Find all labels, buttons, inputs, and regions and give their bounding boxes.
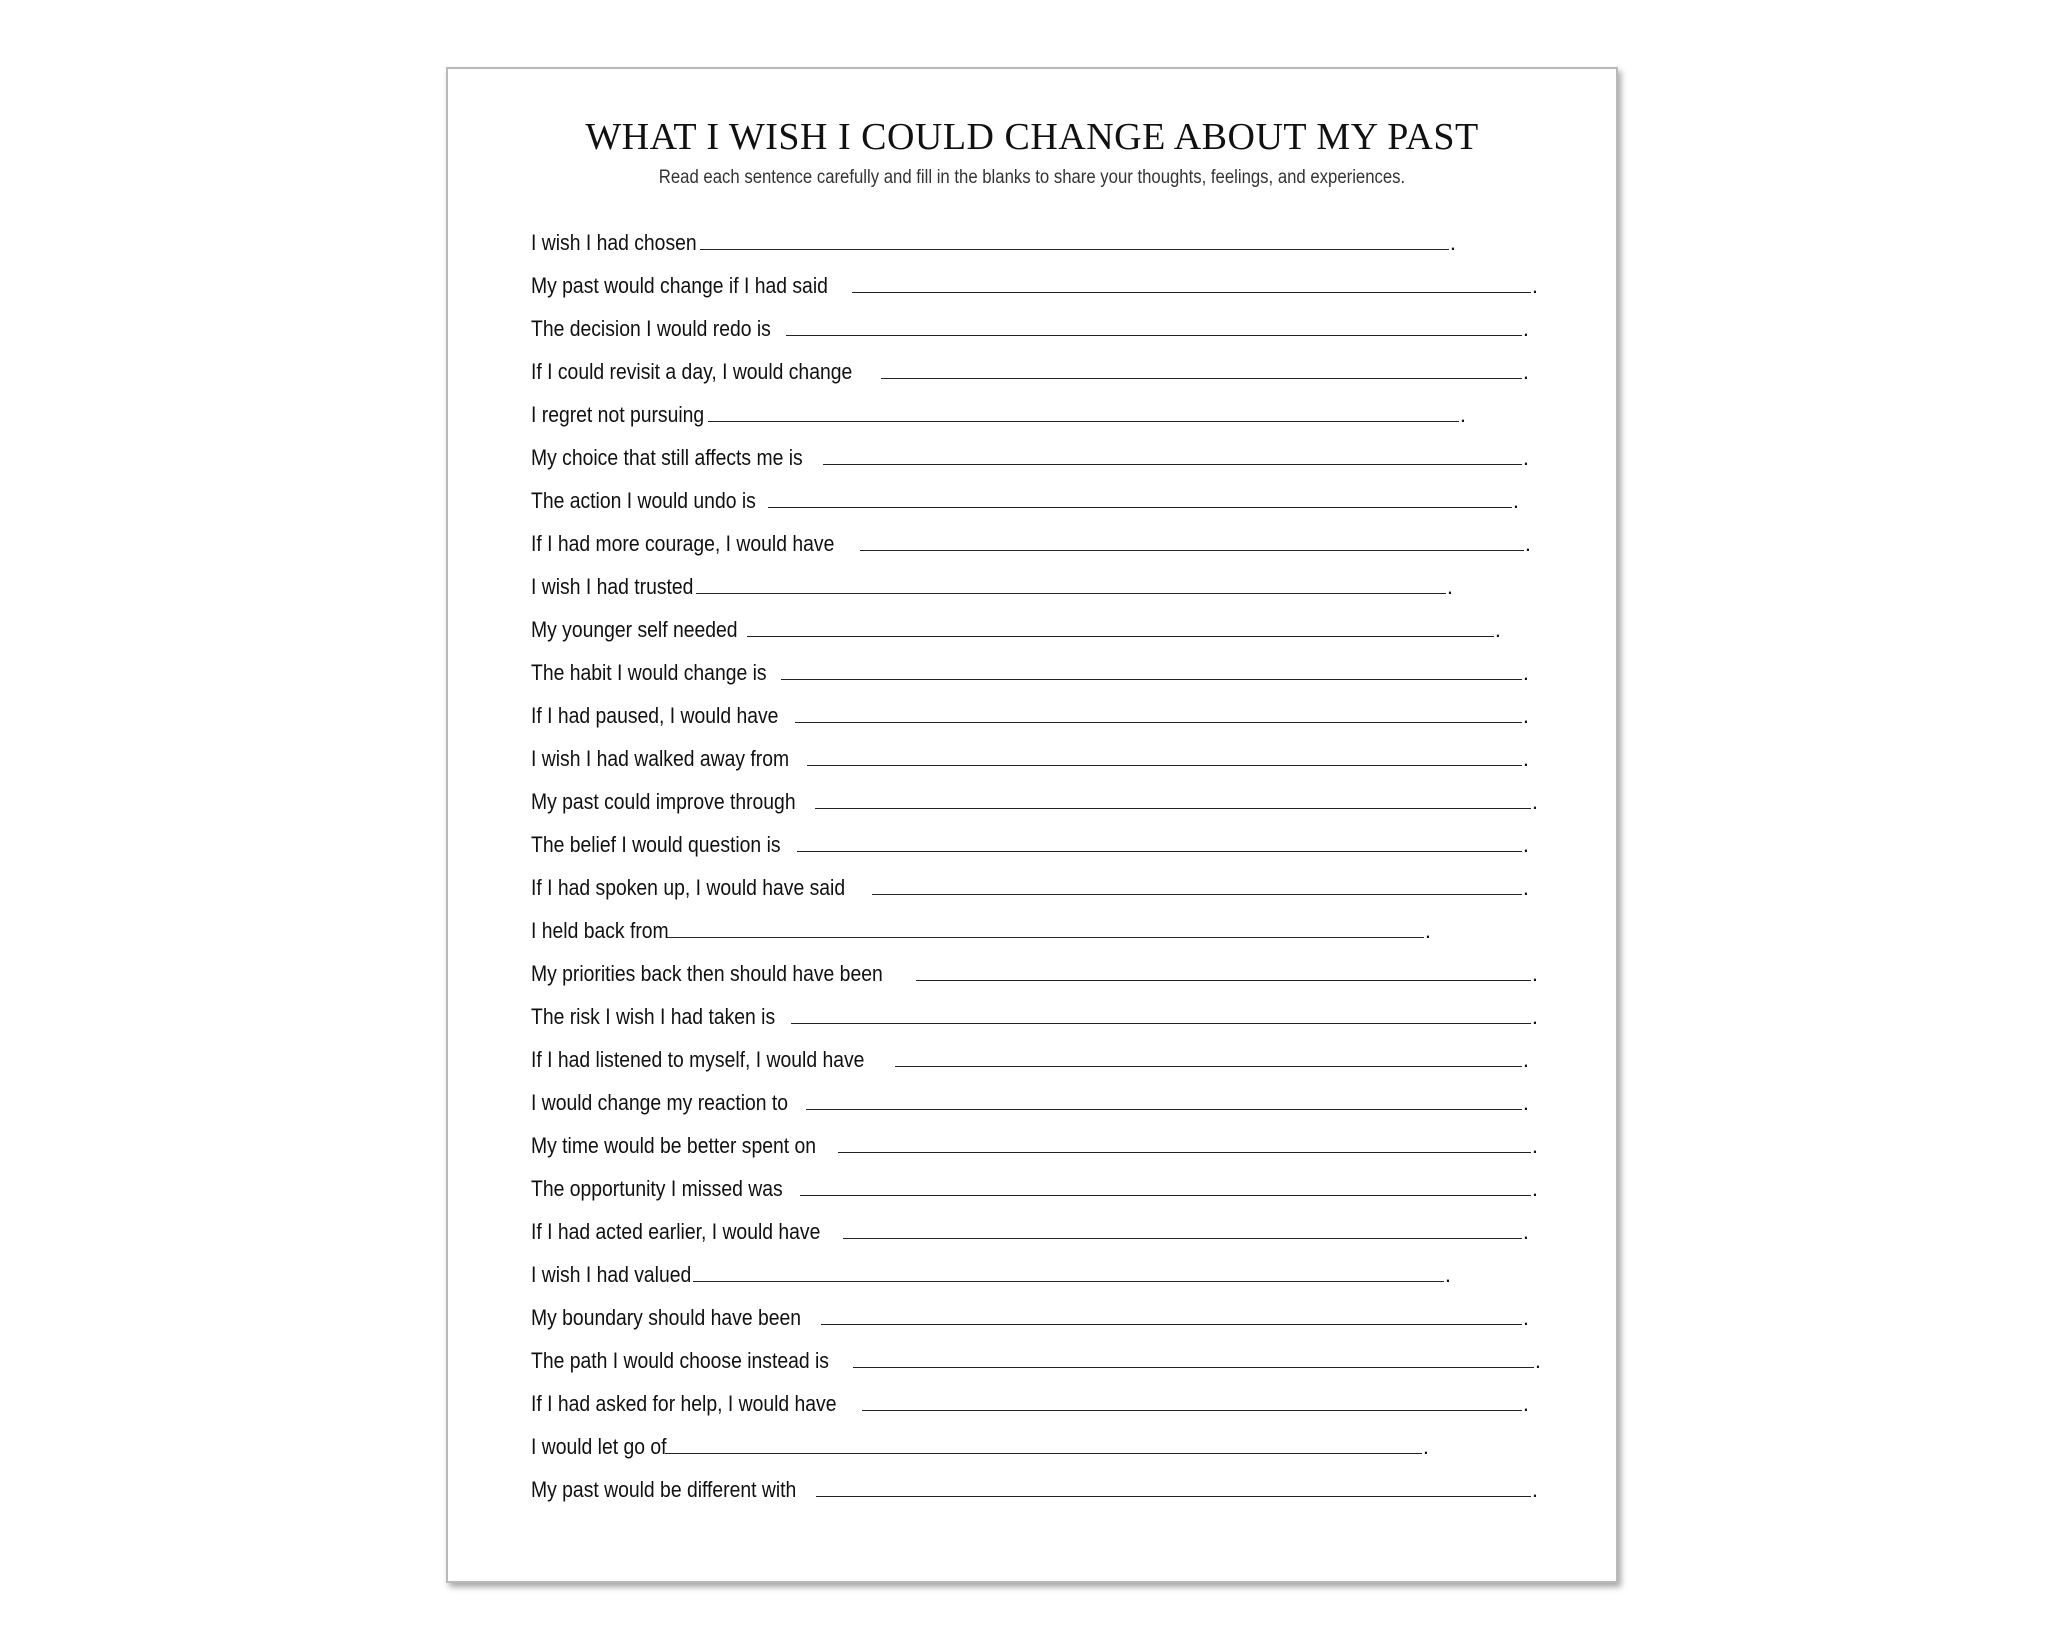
- answer-blank-line[interactable]: [881, 377, 1522, 379]
- answer-blank-line[interactable]: [667, 936, 1424, 938]
- prompt-text: The path I would choose instead is: [531, 1348, 829, 1373]
- prompt-text: The action I would undo is: [531, 488, 756, 513]
- worksheet-instructions: Read each sentence carefully and fill in the blanks to share your thoughts, feelings, and experiences.: [658, 167, 1406, 188]
- prompt-text: My past would change if I had said: [531, 273, 828, 298]
- prompt-row: [531, 1460, 1541, 1503]
- line-end-period: .: [1522, 703, 1529, 728]
- prompt-row: [531, 600, 1541, 643]
- prompt-text: My choice that still affects me is: [531, 445, 803, 470]
- line-end-period: .: [1522, 445, 1529, 470]
- prompt-row: [531, 557, 1541, 600]
- worksheet-page: [446, 67, 1618, 1583]
- prompt-row: [531, 643, 1541, 686]
- prompt-text: My boundary should have been: [531, 1305, 802, 1330]
- prompt-row: [531, 1030, 1541, 1073]
- prompt-row: [531, 1374, 1541, 1417]
- prompt-text: My priorities back then should have been: [531, 961, 883, 986]
- line-end-period: .: [1522, 316, 1529, 341]
- line-end-period: .: [1449, 230, 1456, 255]
- prompt-row: [531, 213, 1541, 256]
- prompt-row: [531, 256, 1541, 299]
- prompt-row: [531, 1073, 1541, 1116]
- answer-blank-line[interactable]: [872, 893, 1522, 895]
- prompt-row: [531, 428, 1541, 471]
- answer-blank-line[interactable]: [795, 721, 1522, 723]
- line-end-period: .: [1422, 1434, 1429, 1459]
- prompt-text: I wish I had trusted: [531, 574, 694, 599]
- prompt-text: If I had acted earlier, I would have: [531, 1219, 821, 1244]
- prompt-text: I would let go of: [531, 1434, 667, 1459]
- answer-blank-line[interactable]: [916, 979, 1531, 981]
- prompt-text: I regret not pursuing: [531, 402, 705, 427]
- prompt-text: If I could revisit a day, I would change: [531, 359, 853, 384]
- answer-blank-line[interactable]: [708, 420, 1459, 422]
- prompt-row: [531, 299, 1541, 342]
- line-end-period: .: [1522, 660, 1529, 685]
- prompt-list: [531, 213, 1541, 1503]
- answer-blank-line[interactable]: [816, 1495, 1531, 1497]
- answer-blank-line[interactable]: [823, 463, 1522, 465]
- prompt-row: [531, 944, 1541, 987]
- prompt-text: If I had paused, I would have: [531, 703, 779, 728]
- line-end-period: .: [1522, 1090, 1529, 1115]
- prompt-row: [531, 1331, 1541, 1374]
- line-end-period: .: [1534, 1348, 1541, 1373]
- line-end-period: .: [1531, 1176, 1538, 1201]
- prompt-text: The opportunity I missed was: [531, 1176, 783, 1201]
- line-end-period: .: [1424, 918, 1431, 943]
- line-end-period: .: [1512, 488, 1519, 513]
- answer-blank-line[interactable]: [665, 1452, 1422, 1454]
- answer-blank-line[interactable]: [700, 248, 1449, 250]
- answer-blank-line[interactable]: [807, 764, 1522, 766]
- line-end-period: .: [1522, 875, 1529, 900]
- prompt-text: My past would be different with: [531, 1477, 797, 1502]
- prompt-row: [531, 815, 1541, 858]
- prompt-row: [531, 1202, 1541, 1245]
- answer-blank-line[interactable]: [693, 1280, 1444, 1282]
- answer-blank-line[interactable]: [815, 807, 1531, 809]
- answer-blank-line[interactable]: [843, 1237, 1521, 1239]
- prompt-text: If I had asked for help, I would have: [531, 1391, 837, 1416]
- line-end-period: .: [1522, 1219, 1529, 1244]
- prompt-row: [531, 1159, 1541, 1202]
- line-end-period: .: [1531, 273, 1538, 298]
- answer-blank-line[interactable]: [797, 850, 1522, 852]
- prompt-text: The belief I would question is: [531, 832, 781, 857]
- line-end-period: .: [1522, 359, 1529, 384]
- line-end-period: .: [1446, 574, 1453, 599]
- prompt-row: [531, 901, 1541, 944]
- answer-blank-line[interactable]: [862, 1409, 1522, 1411]
- prompt-row: [531, 1417, 1541, 1460]
- answer-blank-line[interactable]: [806, 1108, 1522, 1110]
- answer-blank-line[interactable]: [786, 334, 1522, 336]
- prompt-text: My younger self needed: [531, 617, 738, 642]
- prompt-text: My time would be better spent on: [531, 1133, 817, 1158]
- line-end-period: .: [1531, 961, 1538, 986]
- line-end-period: .: [1522, 1047, 1529, 1072]
- answer-blank-line[interactable]: [768, 506, 1511, 508]
- prompt-text: I wish I had chosen: [531, 230, 697, 255]
- line-end-period: .: [1459, 402, 1466, 427]
- answer-blank-line[interactable]: [781, 678, 1522, 680]
- prompt-row: [531, 987, 1541, 1030]
- prompt-text: I held back from: [531, 918, 669, 943]
- answer-blank-line[interactable]: [821, 1323, 1522, 1325]
- line-end-period: .: [1531, 1133, 1538, 1158]
- prompt-text: The decision I would redo is: [531, 316, 771, 341]
- prompt-row: [531, 514, 1541, 557]
- line-end-period: .: [1531, 1477, 1538, 1502]
- answer-blank-line[interactable]: [860, 549, 1524, 551]
- prompt-row: [531, 858, 1541, 901]
- prompt-row: [531, 686, 1541, 729]
- prompt-row: [531, 729, 1541, 772]
- line-end-period: .: [1531, 1004, 1538, 1029]
- prompt-text: If I had listened to myself, I would have: [531, 1047, 865, 1072]
- prompt-text: The habit I would change is: [531, 660, 767, 685]
- answer-blank-line[interactable]: [838, 1151, 1530, 1153]
- answer-blank-line[interactable]: [853, 1366, 1533, 1368]
- answer-blank-line[interactable]: [895, 1065, 1522, 1067]
- line-end-period: .: [1522, 746, 1529, 771]
- line-end-period: .: [1494, 617, 1501, 642]
- prompt-row: [531, 1245, 1541, 1288]
- line-end-period: .: [1522, 1305, 1529, 1330]
- prompt-text: If I had spoken up, I would have said: [531, 875, 846, 900]
- prompt-text: The risk I wish I had taken is: [531, 1004, 776, 1029]
- line-end-period: .: [1522, 832, 1529, 857]
- prompt-row: [531, 471, 1541, 514]
- prompt-text: My past could improve through: [531, 789, 796, 814]
- line-end-period: .: [1522, 1391, 1529, 1416]
- prompt-row: [531, 1288, 1541, 1331]
- prompt-text: I wish I had walked away from: [531, 746, 790, 771]
- prompt-text: I would change my reaction to: [531, 1090, 789, 1115]
- line-end-period: .: [1531, 789, 1538, 814]
- answer-blank-line[interactable]: [791, 1022, 1531, 1024]
- answer-blank-line[interactable]: [747, 635, 1494, 637]
- answer-blank-line[interactable]: [852, 291, 1531, 293]
- line-end-period: .: [1524, 531, 1531, 556]
- line-end-period: .: [1444, 1262, 1451, 1287]
- answer-blank-line[interactable]: [800, 1194, 1531, 1196]
- worksheet-title: WHAT I WISH I COULD CHANGE ABOUT MY PAST: [585, 116, 1479, 158]
- prompt-row: [531, 772, 1541, 815]
- prompt-text: I wish I had valued: [531, 1262, 692, 1287]
- answer-blank-line[interactable]: [696, 592, 1446, 594]
- prompt-text: If I had more courage, I would have: [531, 531, 835, 556]
- prompt-row: [531, 1116, 1541, 1159]
- prompt-row: [531, 385, 1541, 428]
- prompt-row: [531, 342, 1541, 385]
